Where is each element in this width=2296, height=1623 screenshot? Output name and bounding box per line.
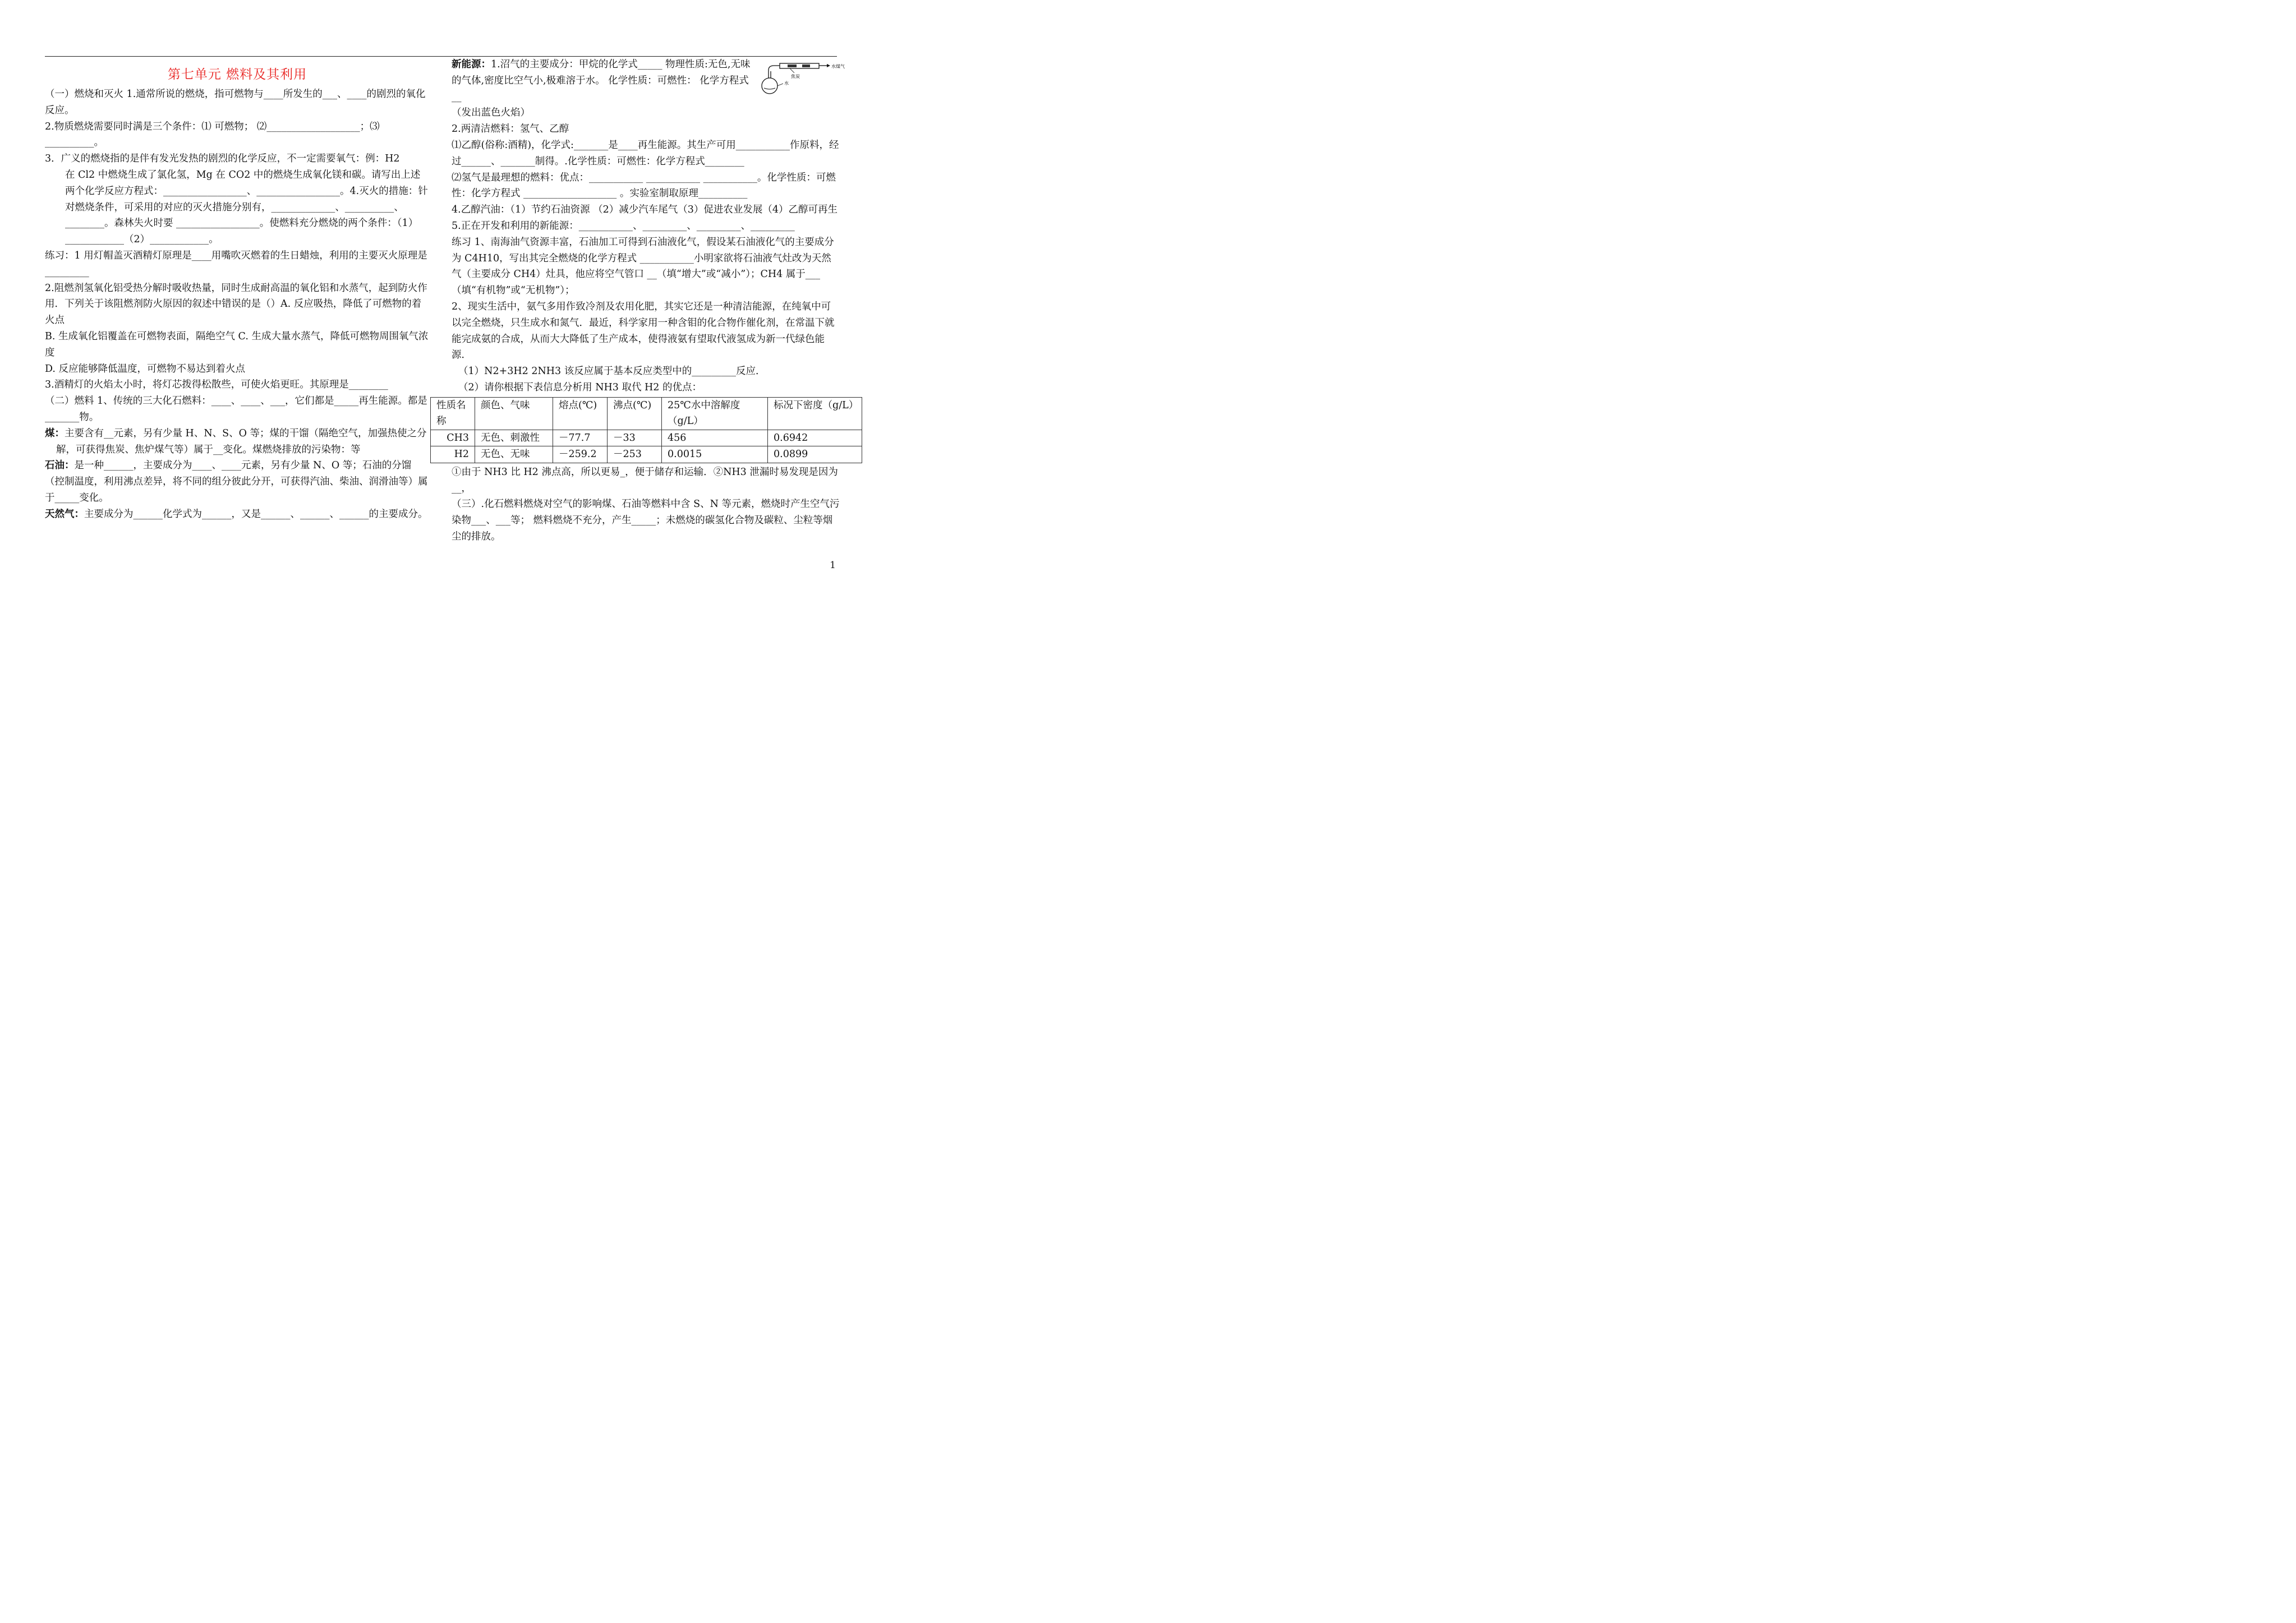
table-row: [431, 446, 862, 463]
table-cell: 无色、无味: [475, 446, 553, 463]
table-cell: 0.0015: [662, 446, 768, 463]
table-cell: －259.2: [553, 446, 608, 463]
biogas-text: 1.沼气的主要成分：甲烷的化学式_____ 物理性质:无色,无味的气体,密度比空气小,极难溶于水。 化学性质：可燃性： 化学方程式 __: [452, 59, 751, 103]
page-number: 1: [830, 560, 836, 571]
section-one-intro: （一）燃烧和灭火 1.通常所说的燃烧，指可燃物与____所发生的___、____的剧烈的氧化反应。: [45, 89, 426, 116]
exercise-3: 3.酒精灯的火焰太小时，将灯芯拨得松散些，可使火焰更旺。其原理是________: [45, 379, 388, 391]
ammonia-advantages: ①由于 NH3 比 H2 沸点高，所以更易_，便于储存和运输．②NH3 泄漏时易发现是因为__，: [452, 466, 838, 494]
natural-gas-heading: 天然气：: [45, 508, 84, 520]
table-header: 沸点(℃): [608, 397, 662, 430]
table-cell: H2: [431, 446, 475, 463]
practice-2: 2、现实生活中，氨气多用作致冷剂及农用化肥，其实它还是一种清洁能源，在纯氧中可以完全燃烧，只生成水和氮气．最近，科学家用一种含钼的化合物作催化剂，在常温下就能完成氨的合成，从而大大降低了生产成本，使得液氨有望取代液氢成为新一代绿色能源．: [452, 301, 835, 361]
question-2: （2）请你根据下表信息分析用 NH3 取代 H2 的优点：: [458, 381, 702, 393]
table-cell: 无色、刺激性: [475, 430, 553, 446]
table-cell: 0.0899: [768, 446, 862, 463]
label-water: 水: [784, 81, 789, 86]
table-cell: －253: [608, 446, 662, 463]
clean-fuels-heading: 2.两清洁燃料：氢气、乙醇: [452, 123, 569, 135]
label-coke: 焦炭: [791, 74, 800, 79]
table-header-row: [431, 397, 862, 430]
petroleum-text: 是一种______，主要成分为____、____元素，另有少量 N、O 等；石油的分馏（控制温度，利用沸点差异，将不同的组分彼此分开，可获得汽油、柴油、润滑油等）属于_____变化。: [45, 460, 428, 504]
page-title: 第七单元 燃料及其利用: [167, 67, 307, 82]
petroleum-paragraph: [45, 458, 430, 506]
ethanol-gasoline: 4.乙醇汽油：（1）节约石油资源 （2）减少汽车尾气（3）促进农业发展（4）乙醇可再生: [452, 204, 838, 216]
table-cell: 0.6942: [768, 430, 862, 446]
table-row: [431, 430, 862, 446]
table-header: 颜色、气味: [475, 397, 553, 430]
exercise-2: 2.阻燃剂氢氧化铝受热分解时吸收热量，同时生成耐高温的氧化铝和水蒸气，起到防火作用．下列关于该阻燃剂防火原因的叙述中错误的是（）A. 反应吸热，降低了可燃物的着火点: [45, 282, 427, 326]
table-cell: －77.7: [553, 430, 608, 446]
table-cell: 456: [662, 430, 768, 446]
natural-gas-paragraph: [45, 506, 430, 523]
natural-gas-text: 主要成分为______化学式为______，又是______、______、______的主要成分。: [84, 508, 428, 520]
coal-text: 主要含有__元素，另有少量 H、N、S、O 等；煤的干馏（隔绝空气，加强热使之分解，可获得焦炭、焦炉煤气等）属于__变化。煤燃烧排放的污染物：等: [56, 427, 427, 455]
table-header: 标况下密度（g/L）: [768, 397, 862, 430]
question-1: （1）N2+3H2 2NH3 该反应属于基本反应类型中的_________反应．: [458, 366, 766, 377]
label-water-gas: 水煤气: [831, 64, 845, 69]
water-gas-apparatus-diagram: [755, 59, 845, 96]
combustion-conditions: 2.物质燃烧需要同时满是三个条件：⑴ 可燃物； ⑵___________________；⑶ __________。: [45, 121, 380, 149]
section-two-fuels: （二）燃料 1、传统的三大化石燃料：____、____、___，它们都是_____再生能源。都是_______物。: [45, 395, 427, 423]
table-header: 性质名称: [431, 397, 475, 430]
practice-1: 练习 1、南海油气资源丰富，石油加工可得到石油液化气，假设某石油液化气的主要成分为 C4H10，写出其完全燃烧的化学方程式 ___________小明家欲将石油液气灶改为天然气（主要成分 CH4）灶具，他应将空气管口 __（填“增大”或“减小”）；CH4 属于___（填“有机物”或“无机物”）；: [452, 236, 834, 297]
new-energy-heading: 新能源：: [452, 59, 491, 70]
ethanol-paragraph: ⑴乙醇(俗称:酒精)，化学式:_______是____再生能源。其生产可用___________作原料，经过______、_______制得。.化学性质：可燃性：化学方程式________: [452, 139, 839, 167]
table-header: 25℃水中溶解度（g/L）: [662, 397, 768, 430]
table-cell: CH3: [431, 430, 475, 446]
left-column: [45, 64, 430, 523]
broad-combustion: 3．广义的燃烧指的是伴有发光发热的剧烈的化学反应，不一定需要氧气：例：H2: [45, 153, 400, 165]
right-column: [436, 57, 859, 545]
exercise-1: 练习：1 用灯帽盖灭酒精灯原理是____用嘴吹灭燃着的生日蜡烛，利用的主要灭火原理是_________: [45, 250, 427, 278]
table-header: 熔点(℃): [553, 397, 608, 430]
property-table: [430, 397, 862, 463]
blue-flame-note: （发出蓝色火焰）: [452, 107, 530, 119]
new-energies: 5.正在开发和利用的新能源：___________、_________、_________、_________: [452, 220, 795, 232]
coal-paragraph: [45, 426, 430, 458]
table-cell: －33: [608, 430, 662, 446]
coal-heading: 煤：: [45, 427, 65, 439]
exercise-2-option-bc: B. 生成氧化铝覆盖在可燃物表面，隔绝空气 C. 生成大量水蒸气，降低可燃物周围氧气浓度: [45, 330, 429, 358]
section-three-pollution: （三）.化石燃料燃烧对空气的影响煤、石油等燃料中含 S、N 等元素，燃烧时产生空气污染物___、___等； 燃料燃烧不充分，产生_____；未燃烧的碳氢化合物及碳粒、尘粒等烟尘的排放。: [452, 499, 840, 542]
exercise-2-option-d: D. 反应能够降低温度，可燃物不易达到着火点: [45, 363, 246, 375]
petroleum-heading: 石油：: [45, 460, 75, 472]
hydrogen-paragraph: ⑵氢气是最理想的燃料：优点：___________ ___________ ___________。化学性质：可燃性：化学方程式 ___________________ 。实验室制取原理__________: [452, 172, 836, 200]
fire-extinguishing: 在 Cl2 中燃烧生成了氯化氢，Mg 在 CO2 中的燃烧生成氧化镁和碳。请写出上述两个化学反应方程式：_________________、_________________。4.灭火的措施：针对燃烧条件，可采用的对应的灭火措施分别有，_____________、__________、________。森林失火时要 _________________。使燃料充分燃烧的两个条件：（1）____________（2）____________。: [65, 169, 428, 246]
